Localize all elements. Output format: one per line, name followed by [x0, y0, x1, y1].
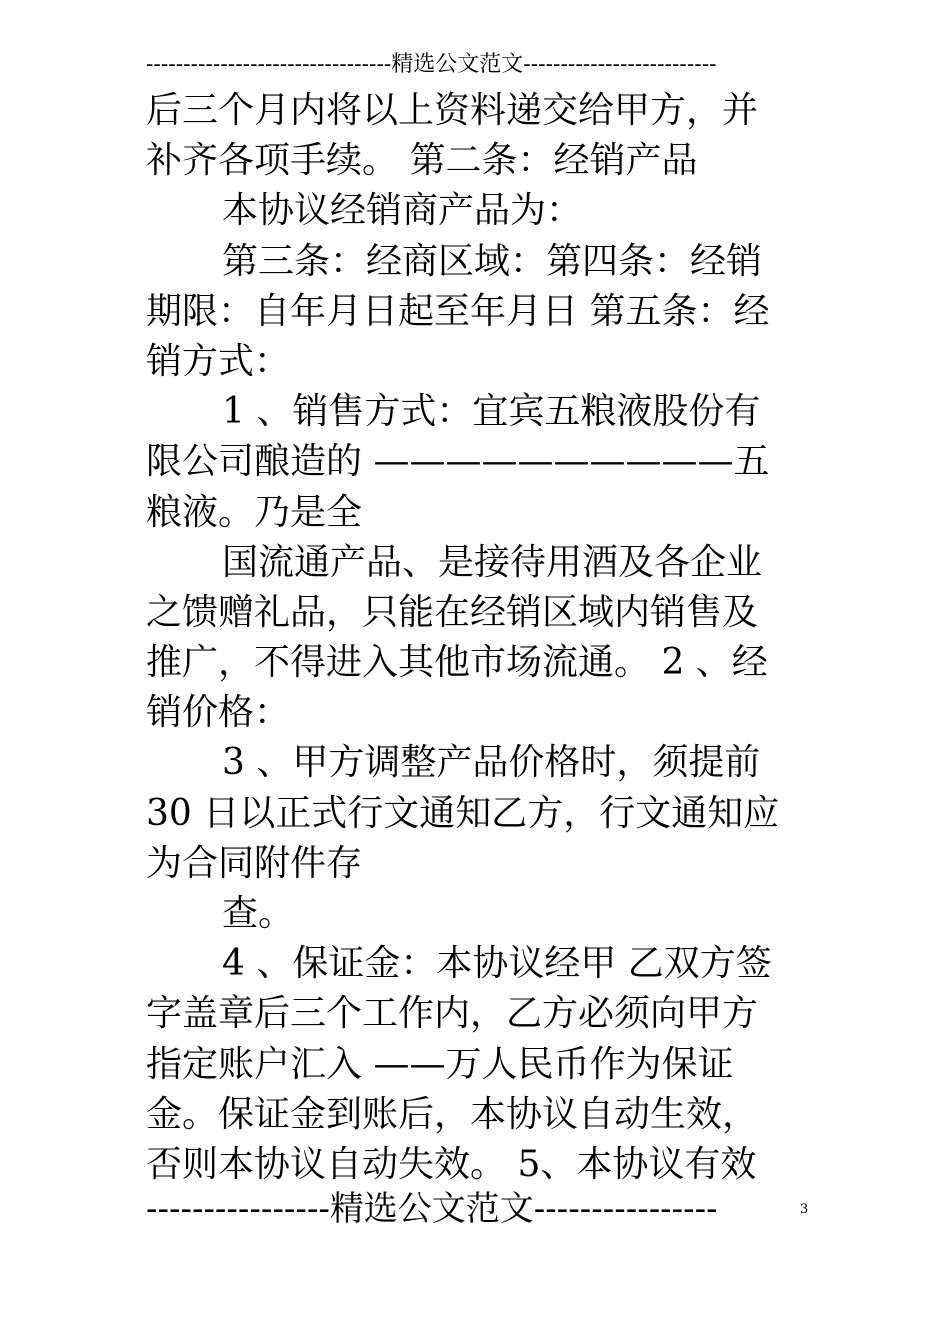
text-line: 后三个月内将以上资料递交给甲方，并 [146, 90, 759, 131]
text-line: 之馈赠礼品，只能在经销区域内销售及 [146, 591, 759, 633]
text-line: 销方式： [146, 340, 291, 382]
text-line: 金。保证金到账后，本协议自动生效， [146, 1093, 759, 1135]
text-line: 查。 [222, 893, 295, 934]
text-line: 推广，不得进入其他市场流通。 2 、经 [146, 642, 768, 684]
text-line: 30 日以正式行文通知乙方，行文通知应 [146, 792, 780, 834]
page-number: 3 [800, 1202, 809, 1217]
page-footer: ----------------精选公文范文---------------- [146, 1189, 718, 1229]
text-line: 指定账户汇入 ——万人民币作为保证 [146, 1043, 734, 1085]
text-line: 限公司酿造的 ——————————五 [146, 441, 770, 483]
text-line: 4 、保证金：本协议经甲 乙双方签 [222, 943, 772, 985]
text-line: 粮液。乃是全 [146, 491, 363, 533]
text-line: 否则本协议自动失效。 5、本协议有效 [146, 1143, 757, 1185]
page-header: ---------------------------------精选公文范文-------------------------- [146, 52, 717, 77]
text-line: 3 、甲方调整产品价格时，须提前 [222, 742, 761, 784]
text-line: 第三条：经商区域：第四条：经销 [222, 240, 763, 282]
text-line: 国流通产品、是接待用酒及各企业 [222, 541, 763, 583]
text-line: 为合同附件存 [146, 842, 363, 884]
text-line: 期限：自年月日起至年月日 第五条：经 [146, 290, 770, 332]
text-line: 补齐各项手续。 第二条：经销产品 [146, 140, 698, 182]
text-line: 本协议经销商产品为： [222, 190, 583, 232]
text-line: 销价格： [146, 692, 291, 734]
document-body [146, 86, 810, 1190]
text-line: 字盖章后三个工作内，乙方必须向甲方 [146, 993, 759, 1035]
text-line: 1 、销售方式：宜宾五粮液股份有 [222, 391, 761, 433]
